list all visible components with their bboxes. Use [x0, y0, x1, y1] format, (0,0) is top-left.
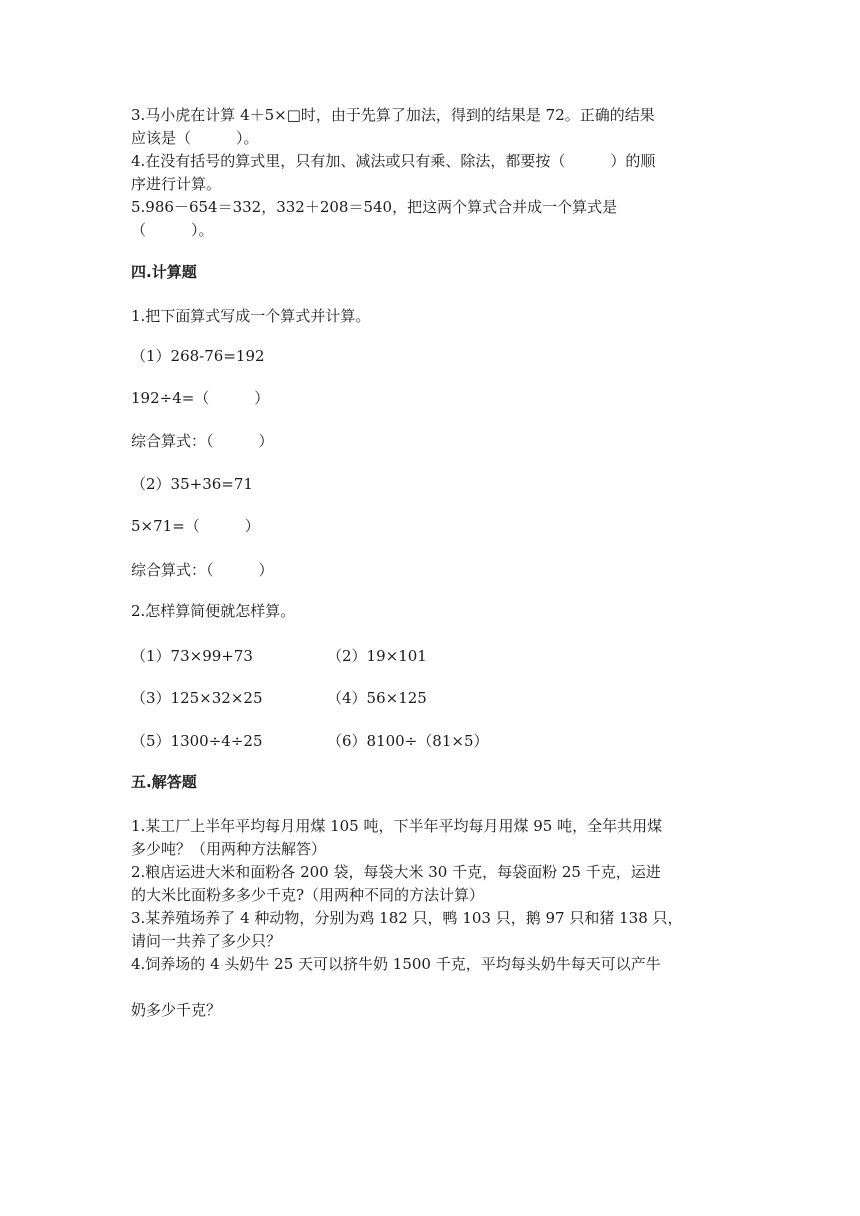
calc-q1-item: 192÷4=（ ）	[131, 389, 270, 407]
word-problem-line: 请问一共养了多少只？	[131, 932, 282, 950]
calc-q2-item: （1）73×99+73	[131, 647, 253, 665]
question-3-line-1: 3.马小虎在计算 4＋5×□时，由于先算了加法，得到的结果是 72。正确的结果	[131, 106, 655, 124]
question-4-line-1: 4.在没有括号的算式里，只有加、减法或只有乘、除法，都要按（ ）的顺	[131, 152, 656, 170]
worksheet-page	[131, 0, 731, 1216]
calc-q1-item: （1）268-76=192	[131, 347, 265, 365]
word-problem-line: 4.饲养场的 4 头奶牛 25 天可以挤牛奶 1500 千克，平均每头奶牛每天可以产牛	[131, 955, 661, 973]
calc-q2-item: （2）19×101	[327, 647, 427, 665]
calc-q1-item: 综合算式：（ ）	[131, 561, 274, 579]
word-problem-line: 的大米比面粉多多少千克?（用两种不同的方法计算）	[131, 886, 485, 904]
calc-q1-item: 综合算式：（ ）	[131, 432, 274, 450]
word-problem-line: 多少吨？（用两种方法解答）	[131, 840, 327, 858]
calc-q2-item: （6）8100÷（81×5）	[327, 732, 489, 750]
calc-q2-item: （3）125×32×25	[131, 689, 263, 707]
calc-question-2: 2.怎样算简便就怎样算。	[131, 602, 296, 620]
word-problem-line: 奶多少千克？	[131, 1001, 222, 1019]
calc-question-1: 1.把下面算式写成一个算式并计算。	[131, 307, 371, 325]
question-3-line-2: 应该是（ ）。	[131, 129, 259, 147]
question-4-line-2: 序进行计算。	[131, 175, 222, 193]
section-5-heading: 五.解答题	[131, 773, 197, 791]
word-problem-line: 3.某养殖场养了 4 种动物，分别为鸡 182 只，鸭 103 只，鹅 97 只和猪 138 只，	[131, 909, 683, 927]
section-4-heading: 四.计算题	[131, 263, 197, 281]
calc-q2-item: （5）1300÷4÷25	[131, 732, 263, 750]
calc-q1-item: （2）35+36=71	[131, 475, 253, 493]
word-problem-line: 2.粮店运进大米和面粉各 200 袋，每袋大米 30 千克，每袋面粉 25 千克，运进	[131, 863, 661, 881]
question-5-line-1: 5.986－654＝332，332＋208＝540，把这两个算式合并成一个算式是	[131, 198, 618, 216]
word-problem-line: 1.某工厂上半年平均每月用煤 105 吨，下半年平均每月用煤 95 吨，全年共用煤	[131, 817, 663, 835]
calc-q1-item: 5×71=（ ）	[131, 517, 260, 535]
question-5-line-2: （ ）。	[131, 221, 214, 239]
calc-q2-item: （4）56×125	[327, 689, 427, 707]
